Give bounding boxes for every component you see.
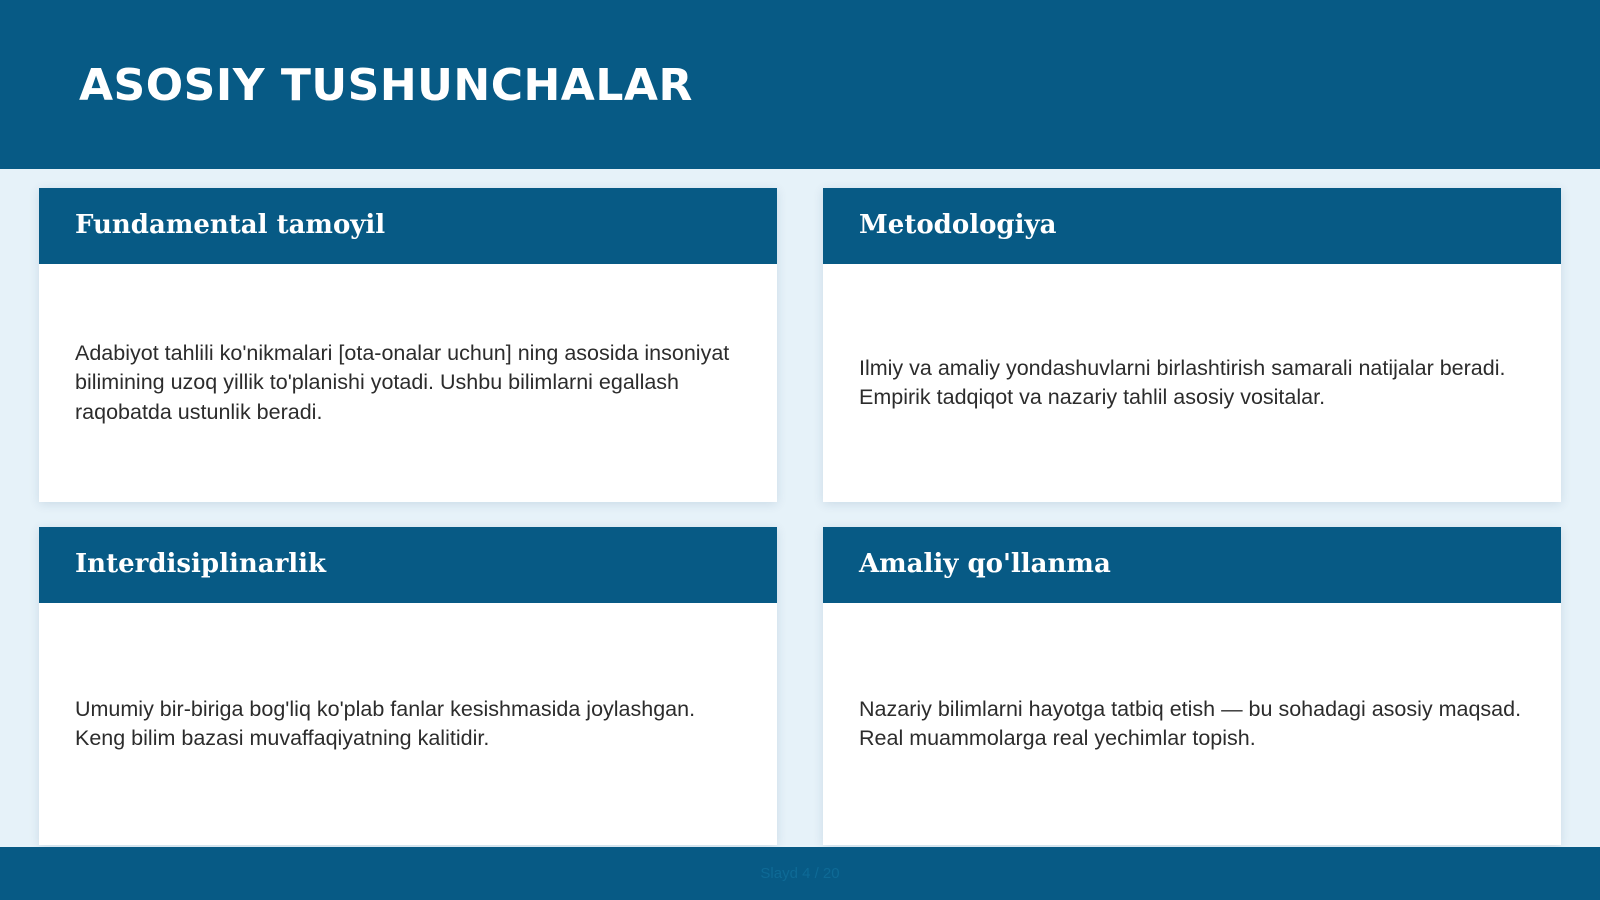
card-title: Fundamental tamoyil	[75, 210, 386, 241]
card-title: Amaliy qo'llanma	[859, 549, 1111, 580]
card-body	[39, 264, 777, 502]
card-header	[39, 527, 777, 603]
card-text: Ilmiy va amaliy yondashuvlarni birlashtirish samarali natijalar beradi. Empirik tadqiqot va nazariy tahlil asosiy vositalar.	[859, 355, 1506, 409]
card-body	[823, 264, 1561, 502]
card-title: Metodologiya	[859, 210, 1057, 241]
card-body	[823, 603, 1561, 845]
card-text: Umumiy bir-biriga bog'liq ko'plab fanlar kesishmasida joylashgan. Keng bilim bazasi muvaffaqiyatning kalitidir.	[75, 696, 696, 750]
card-text: Adabiyot tahlili ko'nikmalari [ota-onalar uchun] ning asosida insoniyat bilimining uzoq yillik to'planishi yotadi. Ushbu bilimlarni egallash raqobatda ustunlik beradi.	[75, 340, 730, 424]
concept-card-fundamental	[39, 188, 777, 502]
card-body	[39, 603, 777, 845]
slide-number: Slayd 4 / 20	[760, 865, 840, 882]
concept-card-interdisciplinary	[39, 527, 777, 845]
card-header	[39, 188, 777, 264]
slide-footer	[0, 847, 1600, 900]
page-title: ASOSIY TUSHUNCHALAR	[79, 60, 693, 111]
card-header	[823, 188, 1561, 264]
concept-card-practical	[823, 527, 1561, 845]
concept-card-methodology	[823, 188, 1561, 502]
card-text: Nazariy bilimlarni hayotga tatbiq etish — bu sohadagi asosiy maqsad. Real muammolarga real yechimlar topish.	[859, 696, 1522, 750]
card-title: Interdisiplinarlik	[75, 549, 327, 580]
card-header	[823, 527, 1561, 603]
slide-header	[0, 0, 1600, 169]
